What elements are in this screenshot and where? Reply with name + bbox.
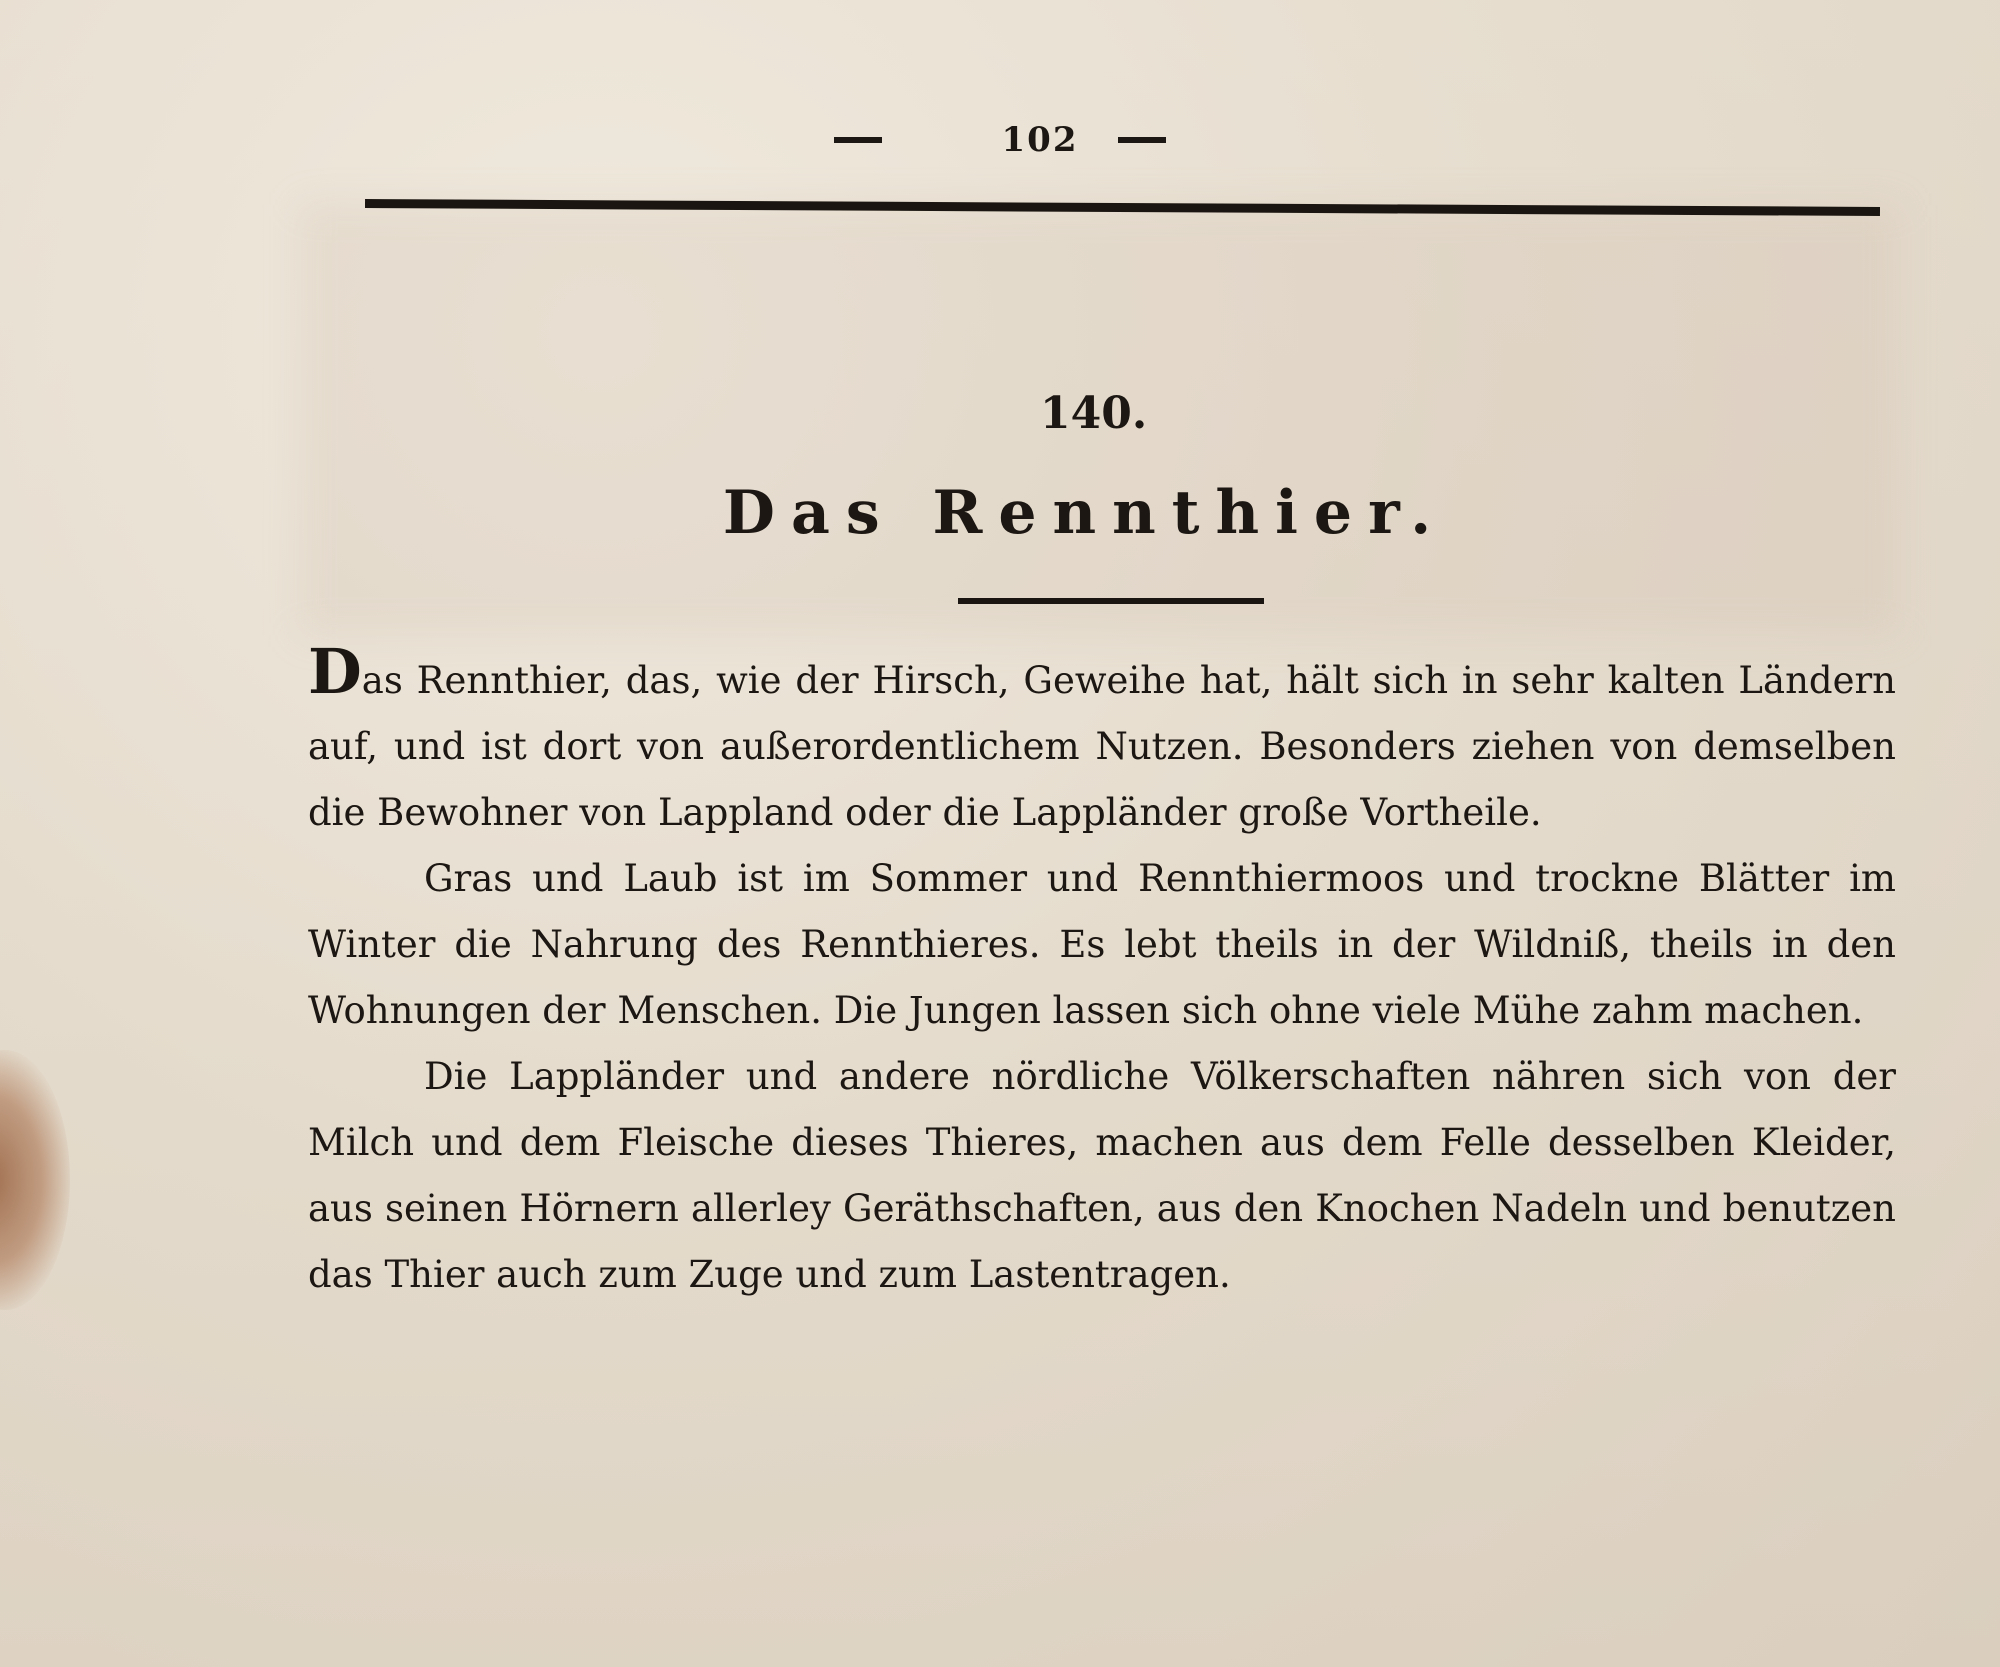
header-dash-right xyxy=(1118,137,1166,143)
body-text xyxy=(308,635,1896,1308)
page-number: 102 xyxy=(1001,120,1079,160)
header-dash-left xyxy=(834,137,882,143)
initial-letter: D xyxy=(308,635,362,708)
title-rule xyxy=(958,598,1264,604)
page-header xyxy=(0,118,2000,160)
paragraph-1 xyxy=(308,635,1896,846)
paragraph-1-text: as Rennthier, das, wie der Hirsch, Geweihe hat, hält sich in sehr kalten Ländern auf, und ist dort von außerordentlichem Nutzen. Besonders ziehen von demselben die Bewohner von Lappland oder die Lappländer große Vortheile. xyxy=(308,659,1896,834)
section-number: 140. xyxy=(1040,388,1148,439)
paragraph-2: Gras und Laub ist im Sommer und Rennthiermoos und trockne Blätter im Winter die Nahrung des Rennthieres. Es lebt theils in der Wildniß, theils in den Wohnungen der Menschen. Die Jungen lassen sich ohne viele Mühe zahm machen. xyxy=(308,857,1896,1032)
paper-stain xyxy=(0,1050,70,1310)
paragraph-3: Die Lappländer und andere nördliche Völkerschaften nähren sich von der Milch und dem Fleische dieses Thieres, machen aus dem Felle desselben Kleider, aus seinen Hörnern allerley Geräthschaften, aus den Knochen Nadeln und benutzen das Thier auch zum Zuge und zum Lastentragen. xyxy=(308,1055,1896,1296)
section-title: Das Rennthier. xyxy=(722,478,1448,548)
